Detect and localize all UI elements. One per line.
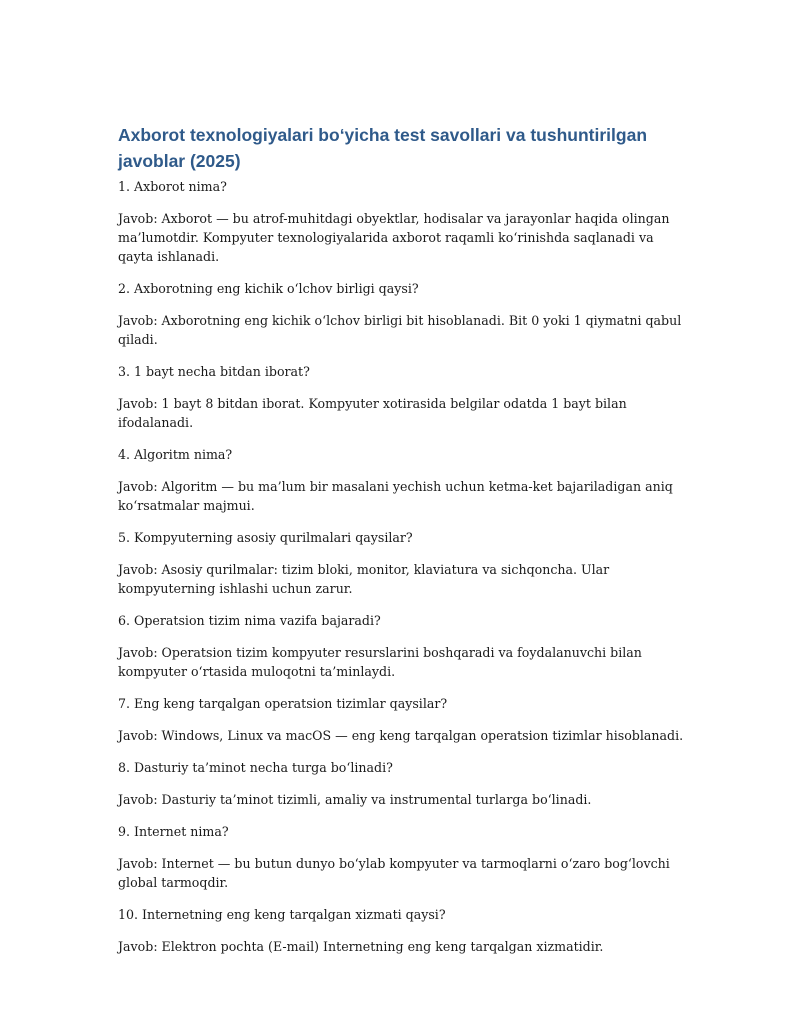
question-5: 5. Kompyuterning asosiy qurilmalari qaysilar? [118,530,413,545]
document-title: Axborot texnologiyalari bo‘yicha test savollari va tushuntirilgan javoblar (2025) [118,125,648,171]
document-page [118,122,684,969]
answer-4: Javob: Algoritm — bu ma’lum bir masalani yechish uchun ketma-ket bajariladigan aniq ko‘rsatmalar majmui. [118,479,673,513]
question-1: 1. Axborot nima? [118,179,227,194]
answer-8: Javob: Dasturiy ta’minot tizimli, amaliy va instrumental turlarga bo‘linadi. [118,792,592,807]
question-2: 2. Axborotning eng kichik o‘lchov birligi qaysi? [118,281,419,296]
question-8: 8. Dasturiy ta’minot necha turga bo‘linadi? [118,760,393,775]
answer-3: Javob: 1 bayt 8 bitdan iborat. Kompyuter xotirasida belgilar odatda 1 bayt bilan ifodalanadi. [118,396,627,430]
question-10: 10. Internetning eng keng tarqalgan xizmati qaysi? [118,907,446,922]
question-7: 7. Eng keng tarqalgan operatsion tizimlar qaysilar? [118,696,448,711]
question-4: 4. Algoritm nima? [118,447,233,462]
answer-10: Javob: Elektron pochta (E-mail) Internetning eng keng tarqalgan xizmatidir. [118,939,604,954]
answer-1: Javob: Axborot — bu atrof-muhitdagi obyektlar, hodisalar va jarayonlar haqida olingan ma’lumotdir. Kompyuter texnologiyalarida axborot raqamli ko‘rinishda saqlanadi va qayta ishlanadi. [118,211,670,264]
answer-7: Javob: Windows, Linux va macOS — eng keng tarqalgan operatsion tizimlar hisoblanadi. [118,728,684,743]
answer-2: Javob: Axborotning eng kichik o‘lchov birligi bit hisoblanadi. Bit 0 yoki 1 qiymatni qabul qiladi. [118,313,682,347]
qa-list [118,177,684,956]
answer-5: Javob: Asosiy qurilmalar: tizim bloki, monitor, klaviatura va sichqoncha. Ular kompyuterning ishlashi uchun zarur. [118,562,610,596]
question-6: 6. Operatsion tizim nima vazifa bajaradi? [118,613,381,628]
answer-9: Javob: Internet — bu butun dunyo bo‘ylab kompyuter va tarmoqlarni o‘zaro bog‘lovchi global tarmoqdir. [118,856,670,890]
question-3: 3. 1 bayt necha bitdan iborat? [118,364,310,379]
question-9: 9. Internet nima? [118,824,229,839]
answer-6: Javob: Operatsion tizim kompyuter resurslarini boshqaradi va foydalanuvchi bilan kompyuter o‘rtasida muloqotni ta’minlaydi. [118,645,642,679]
